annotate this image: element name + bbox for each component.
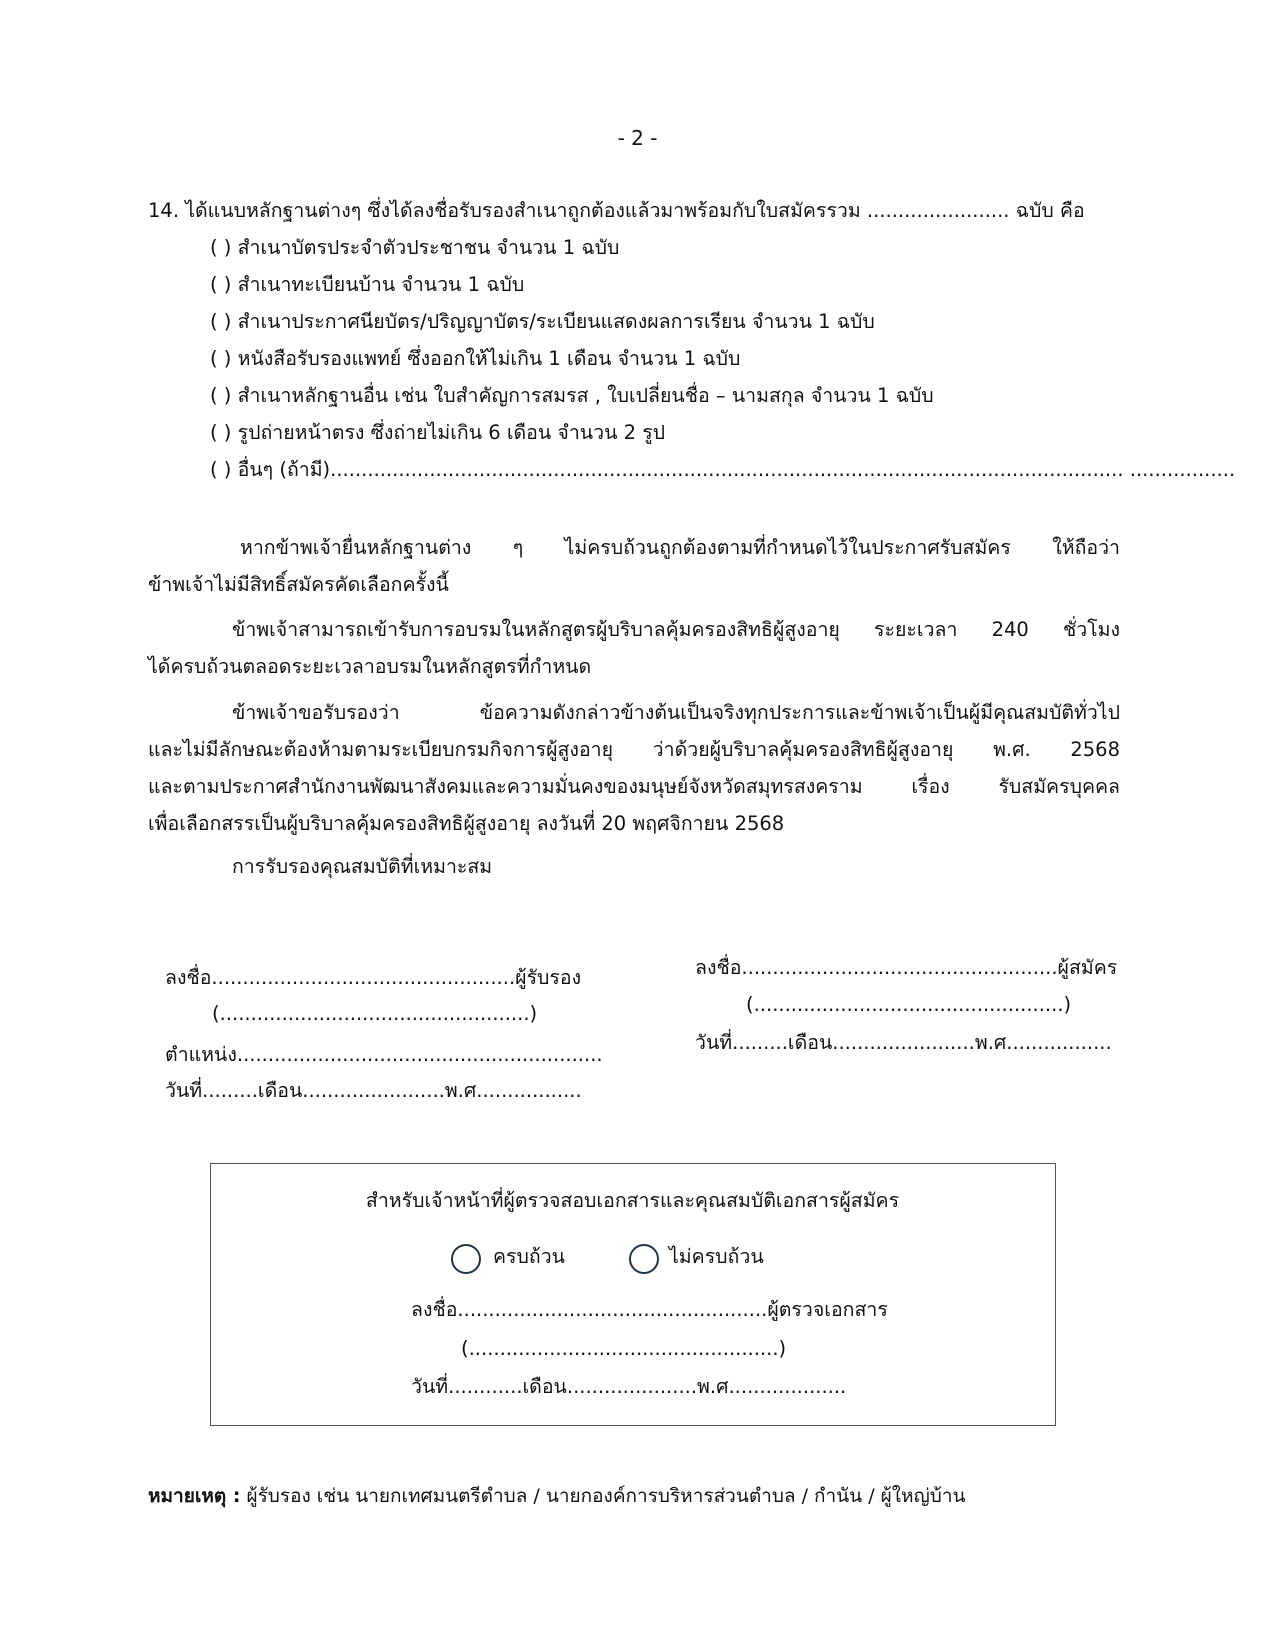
checkbox[interactable]: ( )	[210, 458, 232, 481]
checkbox[interactable]: ( )	[210, 347, 232, 370]
paragraph-3-line-1: ข้าพเจ้าขอรับรองว่า ข้อความดังกล่าวข้างต้นเป็นจริงทุกประการและข้าพเจ้าเป็นผู้มีคุณสมบัติทั่วไป	[232, 701, 1120, 724]
checklist-item[interactable]	[210, 383, 934, 409]
applicant-date-line[interactable]: วันที่.........เดือน.......................พ.ศ.................	[695, 1031, 1112, 1054]
checkbox[interactable]: ( )	[210, 236, 232, 259]
checklist-label: สำเนาประกาศนียบัตร/ปริญญาบัตร/ระเบียนแสดงผลการเรียน จำนวน 1 ฉบับ	[237, 310, 875, 333]
option-complete-label: ครบถ้วน	[493, 1245, 565, 1268]
checklist-item[interactable]	[210, 346, 740, 372]
paragraph-3-line-4: เพื่อเลือกสรรเป็นผู้บริบาลคุ้มครองสิทธิผู้สูงอายุ ลงวันที่ 20 พฤศจิกายน 2568	[148, 812, 785, 835]
footnote-text: ผู้รับรอง เช่น นายกเทศมนตรีตำบล / นายกองค์การบริหารส่วนตำบล / กำนัน / ผู้ใหญ่บ้าน	[240, 1485, 966, 1507]
checklist-label: หนังสือรับรองแพทย์ ซึ่งออกให้ไม่เกิน 1 เดือน จำนวน 1 ฉบับ	[237, 347, 741, 370]
checkbox[interactable]: ( )	[210, 421, 232, 444]
officer-verification-box	[210, 1163, 1056, 1426]
checklist-label: สำเนาทะเบียนบ้าน จำนวน 1 ฉบับ	[237, 273, 525, 296]
officer-name-line[interactable]: (..................................................)	[461, 1337, 787, 1360]
incomplete-radio-circle-icon[interactable]	[629, 1244, 659, 1274]
checklist-label: สำเนาบัตรประจำตัวประชาชน จำนวน 1 ฉบับ	[237, 236, 620, 259]
page-number: - 2 -	[617, 126, 658, 150]
paragraph-1-line-2: ข้าพเจ้าไม่มีสิทธิ์สมัครคัดเลือกครั้งนี้	[148, 573, 449, 596]
certifier-date-line[interactable]: วันที่.........เดือน.......................พ.ศ.................	[165, 1079, 582, 1102]
checklist-item[interactable]	[210, 235, 619, 261]
officer-sign-line[interactable]: ลงชื่อ..................................................ผู้ตรวจเอกสาร	[411, 1298, 888, 1321]
checklist-item[interactable]	[210, 420, 665, 446]
footnote-label: หมายเหตุ :	[148, 1485, 241, 1507]
item14-intro: 14. ได้แนบหลักฐานต่างๆ ซึ่งได้ลงชื่อรับรองสำเนาถูกต้องแล้วมาพร้อมกับใบสมัครรวม ....................... ฉบับ คือ	[148, 199, 1085, 222]
certifier-position-line[interactable]: ตำแหน่ง...........................................................	[165, 1043, 603, 1066]
officer-box-title: สำหรับเจ้าหน้าที่ผู้ตรวจสอบเอกสารและคุณสมบัติเอกสารผู้สมัคร	[365, 1189, 900, 1212]
checklist-label: สำเนาหลักฐานอื่น เช่น ใบสำคัญการสมรส , ใบเปลี่ยนชื่อ – นามสกุล จำนวน 1 ฉบับ	[237, 384, 934, 407]
paragraph-3-line-2: และไม่มีลักษณะต้องห้ามตามระเบียบกรมกิจการผู้สูงอายุ ว่าด้วยผู้บริบาลคุ้มครองสิทธิผู้สูงอายุ พ.ศ. 2568	[148, 738, 1120, 761]
checkbox[interactable]: ( )	[210, 273, 232, 296]
checklist-label: รูปถ่ายหน้าตรง ซึ่งถ่ายไม่เกิน 6 เดือน จำนวน 2 รูป	[237, 421, 666, 444]
checklist-item[interactable]	[210, 457, 1235, 483]
applicant-sign-line[interactable]: ลงชื่อ...................................................ผู้สมัคร	[695, 956, 1118, 979]
paragraph-2-line-2: ได้ครบถ้วนตลอดระยะเวลาอบรมในหลักสูตรที่กำหนด	[148, 655, 592, 678]
paragraph-2-line-1: ข้าพเจ้าสามารถเข้ารับการอบรมในหลักสูตรผู้บริบาลคุ้มครองสิทธิผู้สูงอายุ ระยะเวลา 240 ชั่วโมง	[232, 618, 1120, 641]
paragraph-1-line-1: หากข้าพเจ้ายื่นหลักฐานต่าง ๆ ไม่ครบถ้วนถูกต้องตามที่กำหนดไว้ในประกาศรับสมัคร ให้ถือว่า	[240, 536, 1120, 559]
certifier-sign-line[interactable]: ลงชื่อ.................................................ผู้รับรอง	[165, 966, 582, 989]
footnote	[148, 1483, 965, 1509]
option-incomplete-label: ไม่ครบถ้วน	[669, 1245, 764, 1268]
checklist-item[interactable]	[210, 272, 524, 298]
certify-heading: การรับรองคุณสมบัติที่เหมาะสม	[232, 855, 493, 878]
certifier-name-line[interactable]: (..................................................)	[212, 1002, 538, 1025]
paragraph-3-line-3: และตามประกาศสำนักงานพัฒนาสังคมและความมั่นคงของมนุษย์จังหวัดสมุทรสงคราม เรื่อง รับสมัครบุคคล	[148, 775, 1120, 798]
complete-radio-circle-icon[interactable]	[451, 1244, 481, 1274]
officer-date-line[interactable]: วันที่............เดือน.....................พ.ศ...................	[411, 1375, 847, 1398]
checkbox[interactable]: ( )	[210, 384, 232, 407]
checkbox[interactable]: ( )	[210, 310, 232, 333]
checklist-item[interactable]	[210, 309, 875, 335]
applicant-name-line[interactable]: (..................................................)	[746, 993, 1072, 1016]
checklist-label: อื่นๆ (ถ้ามี)................................................................................................................................ .................	[237, 458, 1236, 481]
